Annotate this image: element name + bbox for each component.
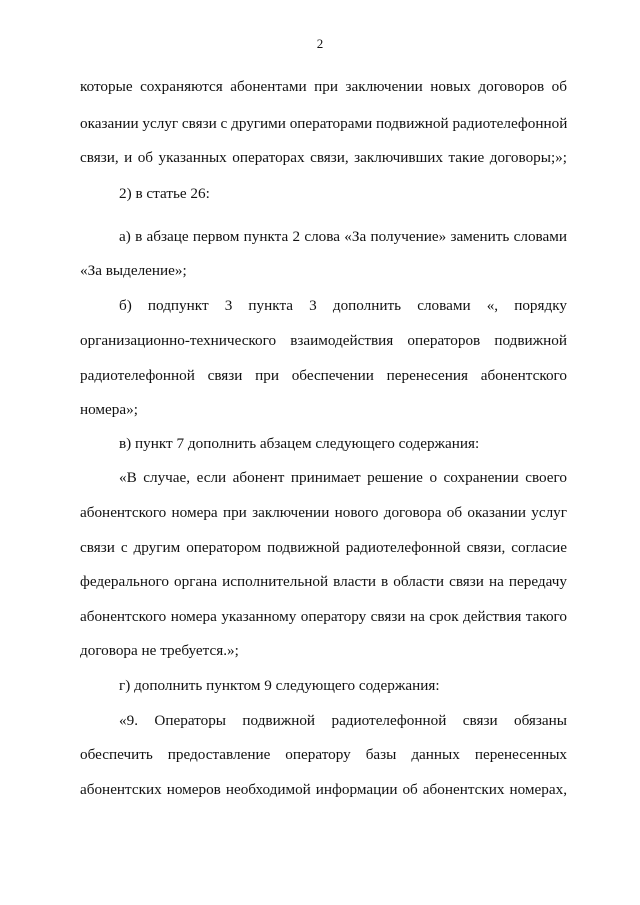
text-line: б) подпункт 3 пункта 3 дополнить словами «, порядку: [119, 297, 567, 314]
text-line: г) дополнить пунктом 9 следующего содержания:: [119, 677, 440, 694]
text-line: договора не требуется.»;: [80, 642, 239, 659]
text-line: абонентских номеров необходимой информации об абонентских номерах,: [80, 781, 567, 798]
text-line: радиотелефонной связи при обеспечении перенесения абонентского: [80, 367, 567, 384]
text-line: а) в абзаце первом пункта 2 слова «За получение» заменить словами: [119, 228, 567, 245]
text-line: в) пункт 7 дополнить абзацем следующего содержания:: [119, 435, 480, 452]
text-line: номера»;: [80, 401, 138, 418]
text-line: абонентского номера указанному оператору связи на срок действия такого: [80, 608, 567, 625]
text-line: абонентского номера при заключении нового договора об оказании услуг: [80, 504, 567, 521]
page-number: 2: [316, 36, 324, 51]
text-line: «За выделение»;: [80, 262, 187, 279]
text-line: организационно-технического взаимодействия операторов подвижной: [80, 332, 567, 349]
text-line: «9. Операторы подвижной радиотелефонной связи обязаны: [119, 712, 567, 729]
text-line: 2) в статье 26:: [119, 185, 210, 202]
text-line: федерального органа исполнительной власти в области связи на передачу: [80, 573, 567, 590]
text-line: связи, и об указанных операторах связи, заключивших такие договоры;»;: [80, 149, 567, 166]
text-line: оказании услуг связи с другими операторами подвижной радиотелефонной: [80, 115, 568, 132]
text-line: «В случае, если абонент принимает решение о сохранении своего: [119, 469, 567, 486]
text-line: которые сохраняются абонентами при заключении новых договоров об: [80, 78, 567, 95]
text-line: связи с другим оператором подвижной радиотелефонной связи, согласие: [80, 539, 567, 556]
text-line: обеспечить предоставление оператору базы данных перенесенных: [80, 746, 567, 763]
